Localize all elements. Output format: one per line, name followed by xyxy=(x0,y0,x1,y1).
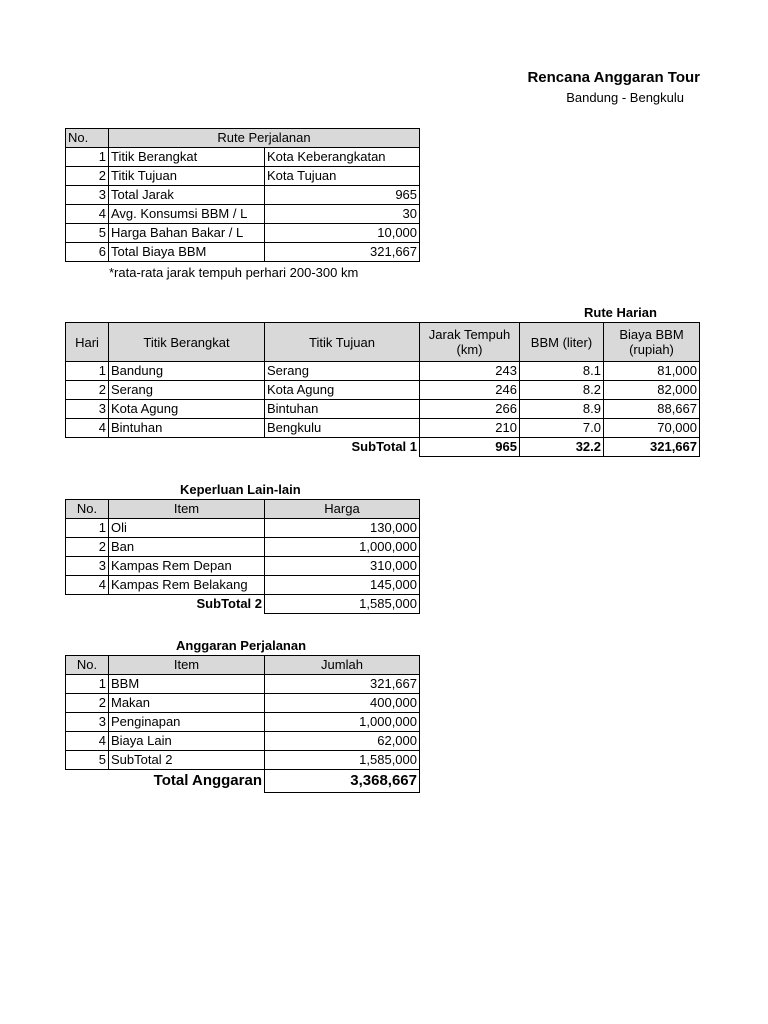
misc-col-no: No. xyxy=(66,500,109,519)
misc-price: 145,000 xyxy=(265,576,420,595)
misc-header-row xyxy=(66,500,420,519)
misc-no: 2 xyxy=(66,538,109,557)
route-row-label: Total Biaya BBM xyxy=(109,243,265,262)
misc-item: Oli xyxy=(109,519,265,538)
budget-total-amount: 3,368,667 xyxy=(265,770,420,793)
table-row xyxy=(66,713,420,732)
daily-day: 4 xyxy=(66,419,109,438)
table-row xyxy=(66,675,420,694)
daily-col-from: Titik Berangkat xyxy=(109,323,265,362)
table-row xyxy=(66,148,420,167)
daily-subtotal-liter: 32.2 xyxy=(520,438,604,457)
route-table xyxy=(65,128,420,262)
daily-to: Bengkulu xyxy=(265,419,420,438)
misc-table xyxy=(65,499,420,614)
daily-col-cost: Biaya BBM (rupiah) xyxy=(604,323,700,362)
budget-item: Biaya Lain xyxy=(109,732,265,751)
route-header-row xyxy=(66,129,420,148)
document-title: Rencana Anggaran Tour xyxy=(527,69,700,86)
daily-subtotal-cost: 321,667 xyxy=(604,438,700,457)
route-row-label: Avg. Konsumsi BBM / L xyxy=(109,205,265,224)
budget-table xyxy=(65,655,420,793)
route-row-label: Titik Tujuan xyxy=(109,167,265,186)
route-row-no: 2 xyxy=(66,167,109,186)
budget-no: 1 xyxy=(66,675,109,694)
misc-subtotal-label: SubTotal 2 xyxy=(109,595,265,614)
budget-amount: 400,000 xyxy=(265,694,420,713)
budget-no: 4 xyxy=(66,732,109,751)
table-row xyxy=(66,538,420,557)
daily-from: Bandung xyxy=(109,362,265,381)
daily-cost: 82,000 xyxy=(604,381,700,400)
budget-amount: 62,000 xyxy=(265,732,420,751)
misc-price: 130,000 xyxy=(265,519,420,538)
daily-from: Serang xyxy=(109,381,265,400)
budget-col-item: Item xyxy=(109,656,265,675)
daily-liter: 8.1 xyxy=(520,362,604,381)
budget-item: Makan xyxy=(109,694,265,713)
daily-subtotal-label: SubTotal 1 xyxy=(265,438,420,457)
table-row xyxy=(66,224,420,243)
document-subtitle: Bandung - Bengkulu xyxy=(566,90,684,105)
route-col-no: No. xyxy=(66,129,109,148)
daily-cost: 81,000 xyxy=(604,362,700,381)
daily-day: 3 xyxy=(66,400,109,419)
budget-header-row xyxy=(66,656,420,675)
table-row xyxy=(66,167,420,186)
daily-cost: 88,667 xyxy=(604,400,700,419)
route-col-title: Rute Perjalanan xyxy=(109,129,420,148)
route-row-no: 5 xyxy=(66,224,109,243)
budget-total-label: Total Anggaran xyxy=(109,770,265,793)
route-row-no: 6 xyxy=(66,243,109,262)
daily-header-row xyxy=(66,323,700,362)
budget-amount: 321,667 xyxy=(265,675,420,694)
daily-km: 210 xyxy=(420,419,520,438)
misc-section-title: Keperluan Lain-lain xyxy=(180,482,301,497)
daily-liter: 7.0 xyxy=(520,419,604,438)
table-row xyxy=(66,694,420,713)
daily-section-title: Rute Harian xyxy=(584,305,657,320)
budget-amount: 1,000,000 xyxy=(265,713,420,732)
budget-total-row xyxy=(66,770,420,793)
daily-subtotal-km: 965 xyxy=(420,438,520,457)
table-row xyxy=(66,576,420,595)
daily-km: 266 xyxy=(420,400,520,419)
route-row-value: Kota Keberangkatan xyxy=(265,148,420,167)
daily-col-day: Hari xyxy=(66,323,109,362)
budget-item: SubTotal 2 xyxy=(109,751,265,770)
table-row xyxy=(66,519,420,538)
route-row-value: 965 xyxy=(265,186,420,205)
misc-subtotal-price: 1,585,000 xyxy=(265,595,420,614)
daily-liter: 8.9 xyxy=(520,400,604,419)
route-row-value: 321,667 xyxy=(265,243,420,262)
route-row-label: Harga Bahan Bakar / L xyxy=(109,224,265,243)
misc-subtotal-row xyxy=(66,595,420,614)
route-row-value: 30 xyxy=(265,205,420,224)
daily-subtotal-row xyxy=(66,438,700,457)
route-row-label: Titik Berangkat xyxy=(109,148,265,167)
table-row xyxy=(66,400,700,419)
daily-liter: 8.2 xyxy=(520,381,604,400)
daily-day: 1 xyxy=(66,362,109,381)
misc-item: Ban xyxy=(109,538,265,557)
daily-route-table xyxy=(65,322,700,457)
daily-to: Serang xyxy=(265,362,420,381)
route-row-no: 3 xyxy=(66,186,109,205)
route-row-value: Kota Tujuan xyxy=(265,167,420,186)
table-row xyxy=(66,186,420,205)
table-row xyxy=(66,362,700,381)
budget-item: Penginapan xyxy=(109,713,265,732)
daily-to: Bintuhan xyxy=(265,400,420,419)
daily-day: 2 xyxy=(66,381,109,400)
misc-no: 4 xyxy=(66,576,109,595)
daily-col-fuel: BBM (liter) xyxy=(520,323,604,362)
table-row xyxy=(66,557,420,576)
misc-price: 1,000,000 xyxy=(265,538,420,557)
table-row xyxy=(66,381,700,400)
table-row xyxy=(66,732,420,751)
budget-no: 2 xyxy=(66,694,109,713)
daily-from: Bintuhan xyxy=(109,419,265,438)
daily-to: Kota Agung xyxy=(265,381,420,400)
budget-no: 5 xyxy=(66,751,109,770)
budget-section-title: Anggaran Perjalanan xyxy=(176,638,307,653)
table-row xyxy=(66,205,420,224)
daily-from: Kota Agung xyxy=(109,400,265,419)
misc-item: Kampas Rem Depan xyxy=(109,557,265,576)
route-row-no: 4 xyxy=(66,205,109,224)
budget-amount: 1,585,000 xyxy=(265,751,420,770)
daily-col-to: Titik Tujuan xyxy=(265,323,420,362)
misc-item: Kampas Rem Belakang xyxy=(109,576,265,595)
table-row xyxy=(66,243,420,262)
daily-km: 243 xyxy=(420,362,520,381)
daily-cost: 70,000 xyxy=(604,419,700,438)
budget-col-no: No. xyxy=(66,656,109,675)
misc-col-item: Item xyxy=(109,500,265,519)
route-note: *rata-rata jarak tempuh perhari 200-300 km xyxy=(109,265,359,280)
daily-col-distance: Jarak Tempuh (km) xyxy=(420,323,520,362)
route-row-no: 1 xyxy=(66,148,109,167)
misc-no: 1 xyxy=(66,519,109,538)
daily-km: 246 xyxy=(420,381,520,400)
budget-no: 3 xyxy=(66,713,109,732)
misc-no: 3 xyxy=(66,557,109,576)
misc-col-price: Harga xyxy=(265,500,420,519)
route-row-value: 10,000 xyxy=(265,224,420,243)
table-row xyxy=(66,419,700,438)
table-row xyxy=(66,751,420,770)
budget-col-amount: Jumlah xyxy=(265,656,420,675)
route-row-label: Total Jarak xyxy=(109,186,265,205)
misc-price: 310,000 xyxy=(265,557,420,576)
budget-item: BBM xyxy=(109,675,265,694)
